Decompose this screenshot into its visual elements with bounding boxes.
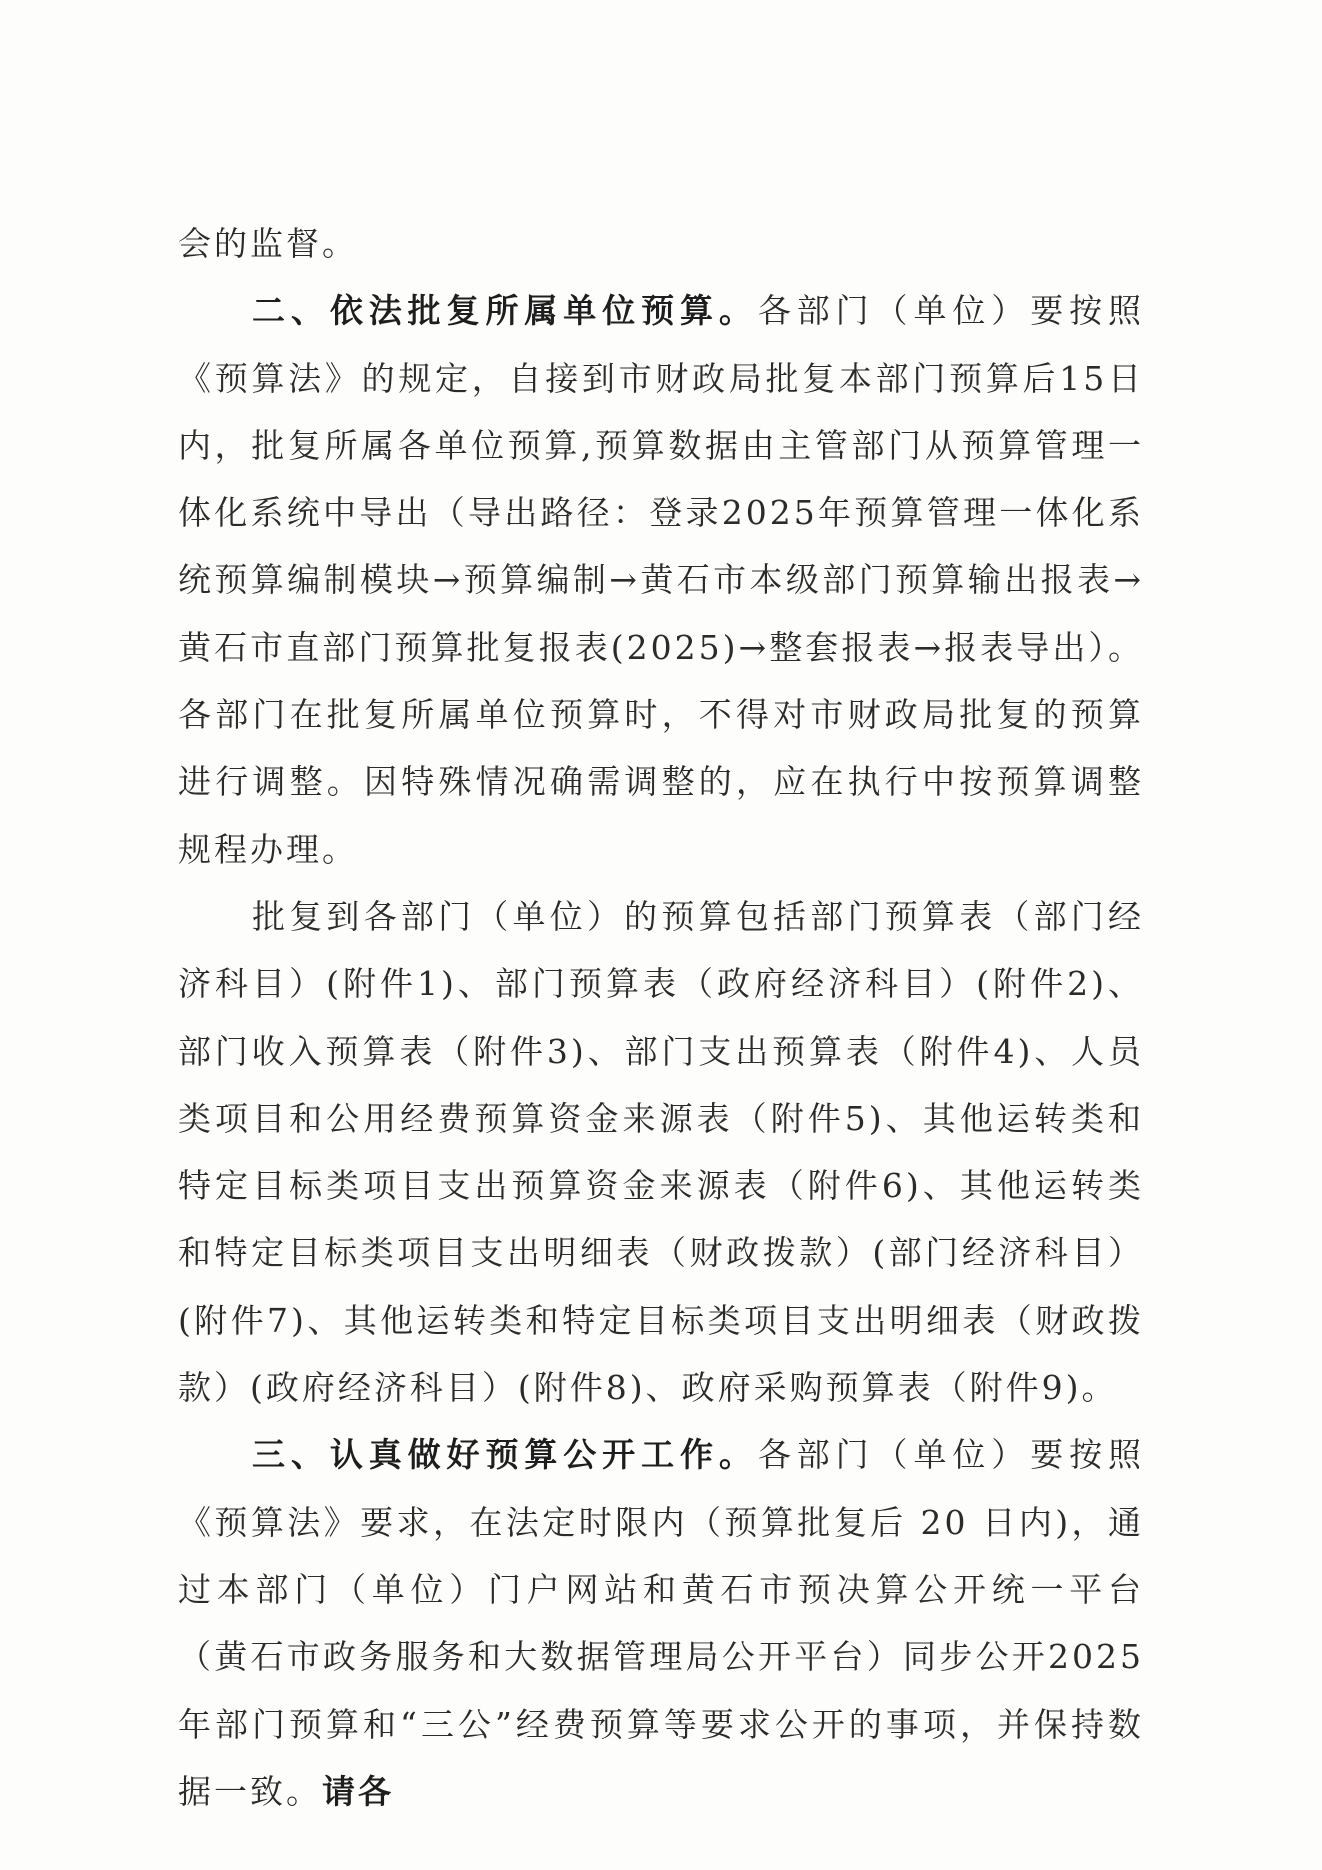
document-body bbox=[178, 210, 1144, 1825]
paragraph-attachments-list bbox=[178, 883, 1144, 1421]
section-two-body: 各部门（单位）要按照《预算法》的规定，自接到市财政局批复本部门预算后15日内，批复所属各单位预算,预算数据由主管部门从预算管理一体化系统中导出（导出路径：登录2025年预算管理一体化系统预算编制模块→预算编制→黄石市本级部门预算输出报表→黄石市直部门预算批复报表(2025)→整套报表→报表导出）。各部门在批复所属单位预算时，不得对市财政局批复的预算进行调整。因特殊情况确需调整的，应在执行中按预算调整规程办理。 bbox=[178, 291, 1145, 869]
section-three-heading: 三、认真做好预算公开工作。 bbox=[252, 1435, 758, 1475]
section-three-bold-tail: 请各 bbox=[322, 1771, 394, 1811]
paragraph-section-three bbox=[178, 1421, 1144, 1825]
continuation-text: 会的监督。 bbox=[178, 224, 358, 263]
paragraph-continuation bbox=[178, 210, 1144, 277]
section-three-body: 各部门（单位）要按照《预算法》要求，在法定时限内（预算批复后 20 日内)，通过本部门（单位）门户网站和黄石市预决算公开统一平台（黄石市政务服务和大数据管理局公开平台）同步公开2025年部门预算和“三公”经费预算等要求公开的事项，并保持数据一致。 bbox=[178, 1435, 1145, 1811]
section-two-heading: 二、依法批复所属单位预算。 bbox=[252, 291, 758, 331]
paragraph-section-two bbox=[178, 277, 1144, 883]
attachments-list-text: 批复到各部门（单位）的预算包括部门预算表（部门经济科目）(附件1)、部门预算表（政府经济科目）(附件2)、部门收入预算表（附件3)、部门支出预算表（附件4)、人员类项目和公用经费预算资金来源表（附件5)、其他运转类和特定目标类项目支出预算资金来源表（附件6)、其他运转类和特定目标类项目支出明细表（财政拨款）(部门经济科目）(附件7)、其他运转类和特定目标类项目支出明细表（财政拨款）(政府经济科目）(附件8)、政府采购预算表（附件9)。 bbox=[178, 896, 1144, 1408]
